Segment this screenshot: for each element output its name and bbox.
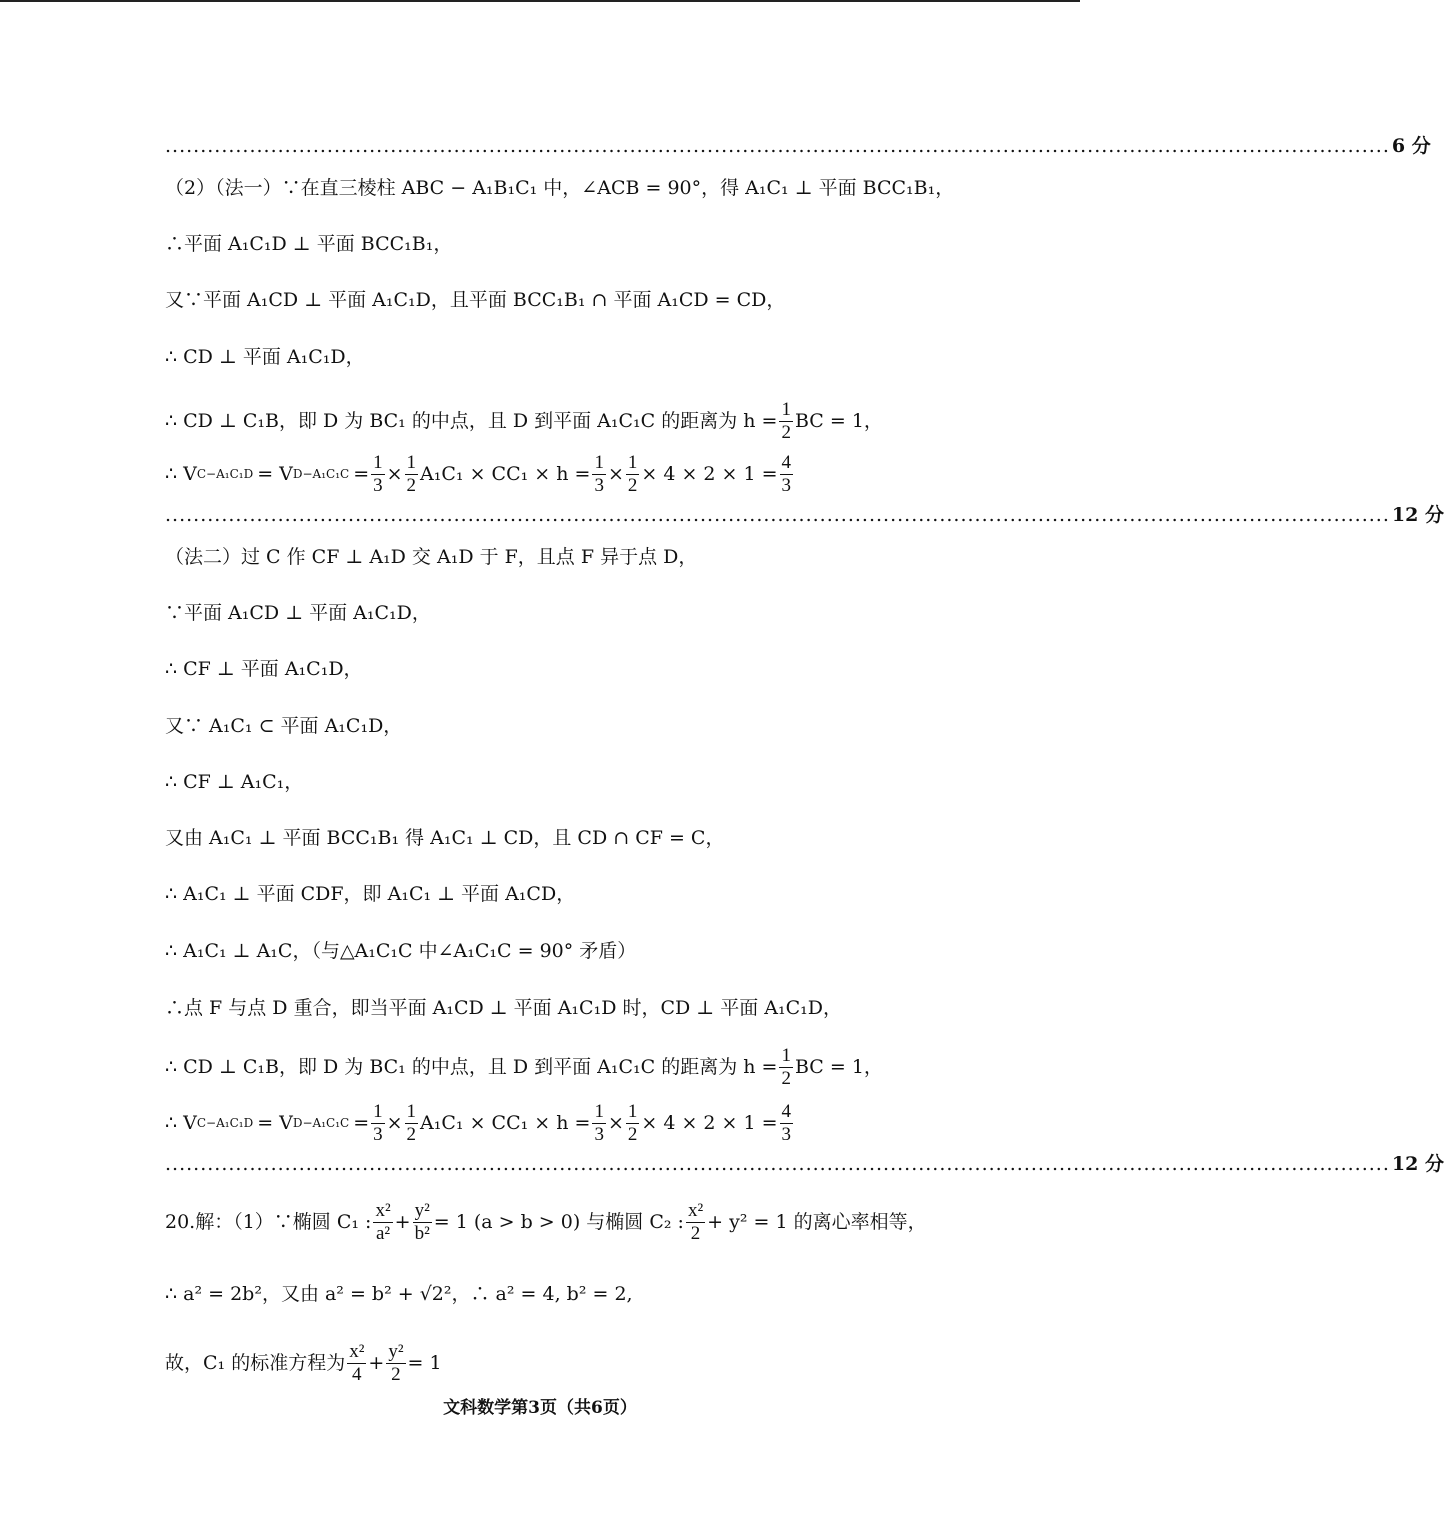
numerator: 1	[373, 451, 383, 473]
numerator: y²	[414, 1199, 430, 1221]
page-footer: 文科数学第3页（共6页）	[443, 1398, 637, 1418]
denominator: 3	[594, 1123, 604, 1145]
numerator: y²	[388, 1340, 404, 1362]
method1-line4: ∴ CD ⊥ 平面 A₁C₁D，	[165, 346, 365, 368]
text-run: ×	[607, 463, 624, 485]
text-run: BC = 1，	[794, 1056, 883, 1078]
method2-line8: ∴ A₁C₁ ⊥ A₁C，（与△A₁C₁C 中∠A₁C₁C = 90° 矛盾）	[165, 940, 637, 962]
fraction-half	[405, 1101, 419, 1146]
score-line-12	[165, 503, 1444, 527]
method2-line6: 又由 A₁C₁ ⊥ 平面 BCC₁B₁ 得 A₁C₁ ⊥ CD，且 CD ∩ CF = C，	[165, 827, 725, 849]
denominator: 2	[690, 1222, 701, 1244]
numerator: 1	[373, 1100, 383, 1122]
numerator: 1	[627, 1100, 638, 1122]
numerator: 1	[781, 398, 791, 420]
numerator: x²	[375, 1199, 391, 1221]
text-run: BC = 1，	[794, 410, 883, 432]
text-run: ∴ V	[165, 1112, 197, 1134]
fraction-y2-2	[386, 1341, 405, 1386]
method1-line2: ∴平面 A₁C₁D ⊥ 平面 BCC₁B₁，	[165, 233, 453, 255]
method2-line9: ∴点 F 与点 D 重合，即当平面 A₁CD ⊥ 平面 A₁C₁D 时，CD ⊥ 平面 A₁C₁D，	[165, 997, 842, 1019]
numerator: 1	[781, 1044, 791, 1066]
text-run: = 1	[407, 1352, 442, 1374]
fraction-y2-b2	[413, 1200, 432, 1245]
score-label: 12 分	[1391, 1153, 1444, 1175]
method2-line5: ∴ CF ⊥ A₁C₁，	[165, 771, 304, 793]
numerator: x²	[687, 1199, 704, 1221]
dot-leader: ..............................................................................................................................................................................	[165, 504, 1390, 526]
fraction-third	[592, 1101, 606, 1146]
problem20-line2: ∴ a² = 2b²，又由 a² = b² + √2²，∴ a² = 4, b² = 2,	[165, 1283, 633, 1305]
method2-line7: ∴ A₁C₁ ⊥ 平面 CDF，即 A₁C₁ ⊥ 平面 A₁CD，	[165, 883, 576, 905]
method2-line3: ∴ CF ⊥ 平面 A₁C₁D，	[165, 658, 363, 680]
denominator: 2	[781, 1067, 791, 1089]
text-run: =	[353, 463, 370, 485]
denominator: 3	[594, 474, 604, 496]
fraction-third	[371, 1101, 385, 1146]
numerator: 1	[594, 451, 604, 473]
text-run: ∴ CD ⊥ C₁B，即 D 为 BC₁ 的中点，且 D 到平面 A₁C₁C 的距离为 h =	[165, 410, 778, 432]
text-run: × 4 × 2 × 1 =	[641, 1112, 778, 1134]
text-run: A₁C₁ × CC₁ × h =	[420, 463, 591, 485]
fraction-half	[626, 1101, 640, 1146]
numerator: x²	[349, 1340, 365, 1362]
problem20-line1	[165, 1194, 925, 1250]
numerator: 1	[594, 1100, 604, 1122]
denominator: 4	[352, 1363, 362, 1385]
text-run: =	[353, 1112, 370, 1134]
method2-volume-line	[165, 1097, 925, 1149]
numerator: 1	[406, 1100, 417, 1122]
denominator: 2	[627, 474, 638, 496]
text-run: 故，C₁ 的标准方程为	[165, 1352, 346, 1374]
dot-leader: ..............................................................................................................................................................................	[165, 1153, 1390, 1175]
numerator: 4	[781, 1100, 792, 1122]
numerator: 1	[406, 451, 417, 473]
numerator: 4	[781, 451, 792, 473]
score-line-12	[165, 1152, 1444, 1176]
denominator: 3	[781, 1123, 792, 1145]
denominator: 2	[391, 1363, 401, 1385]
text-run: 20.解：（1）∵椭圆 C₁ :	[165, 1211, 372, 1233]
text-run: × 4 × 2 × 1 =	[641, 463, 778, 485]
text-run: +	[394, 1211, 411, 1233]
denominator: b²	[414, 1222, 430, 1244]
method1-volume-line	[165, 448, 925, 500]
fraction-x2-4	[347, 1341, 366, 1386]
subscript: D−A₁C₁C	[292, 467, 350, 481]
fraction-half	[405, 452, 419, 497]
subscript: C−A₁C₁D	[196, 1116, 254, 1130]
denominator: 2	[406, 1123, 417, 1145]
subscript: D−A₁C₁C	[292, 1116, 350, 1130]
method2-line1: （法二）过 C 作 CF ⊥ A₁D 交 A₁D 于 F，且点 F 异于点 D，	[165, 546, 698, 568]
denominator: 3	[373, 474, 383, 496]
fraction-x2-2	[686, 1200, 705, 1245]
score-label: 12 分	[1391, 504, 1444, 526]
dot-leader: ..............................................................................................................................................................................	[165, 135, 1390, 157]
denominator: 2	[627, 1123, 638, 1145]
denominator: 2	[781, 421, 791, 443]
problem20-line3	[165, 1336, 925, 1390]
text-run: ∴ V	[165, 463, 197, 485]
method1-line1: （2）（法一）∵在直三棱柱 ABC − A₁B₁C₁ 中，∠ACB = 90°，得 A₁C₁ ⊥ 平面 BCC₁B₁，	[165, 177, 955, 199]
text-run: + y² = 1 的离心率相等，	[707, 1211, 927, 1233]
fraction-result	[780, 452, 794, 497]
denominator: a²	[375, 1222, 391, 1244]
denominator: 3	[373, 1123, 383, 1145]
fraction-result	[780, 1101, 794, 1146]
score-line-6	[165, 134, 1431, 158]
method1-line3: 又∵平面 A₁CD ⊥ 平面 A₁C₁D，且平面 BCC₁B₁ ∩ 平面 A₁CD = CD，	[165, 289, 786, 311]
fraction-third	[592, 452, 606, 497]
score-label: 6 分	[1391, 135, 1431, 157]
fraction-half	[779, 1045, 793, 1090]
numerator: 1	[627, 451, 638, 473]
text-run: = V	[257, 1112, 293, 1134]
subscript: C−A₁C₁D	[196, 467, 254, 481]
method2-line2: ∵平面 A₁CD ⊥ 平面 A₁C₁D，	[165, 602, 431, 624]
text-run: ∴ CD ⊥ C₁B，即 D 为 BC₁ 的中点，且 D 到平面 A₁C₁C 的距离为 h =	[165, 1056, 778, 1078]
fraction-x2-a2	[373, 1200, 392, 1245]
denominator: 3	[781, 474, 792, 496]
denominator: 2	[406, 474, 417, 496]
text-run: = V	[257, 463, 293, 485]
method2-line4: 又∵ A₁C₁ ⊂ 平面 A₁C₁D，	[165, 715, 403, 737]
text-run: ×	[607, 1112, 624, 1134]
method2-line10	[165, 1043, 925, 1091]
method1-line5	[165, 397, 925, 445]
fraction-half	[626, 452, 640, 497]
text-run: ×	[386, 463, 403, 485]
text-run: ×	[386, 1112, 403, 1134]
fraction-half	[779, 399, 793, 444]
text-run: = 1 (a > b > 0) 与椭圆 C₂ :	[433, 1211, 684, 1233]
top-border	[0, 0, 1080, 2]
text-run: A₁C₁ × CC₁ × h =	[420, 1112, 591, 1134]
text-run: +	[368, 1352, 385, 1374]
fraction-third	[371, 452, 385, 497]
